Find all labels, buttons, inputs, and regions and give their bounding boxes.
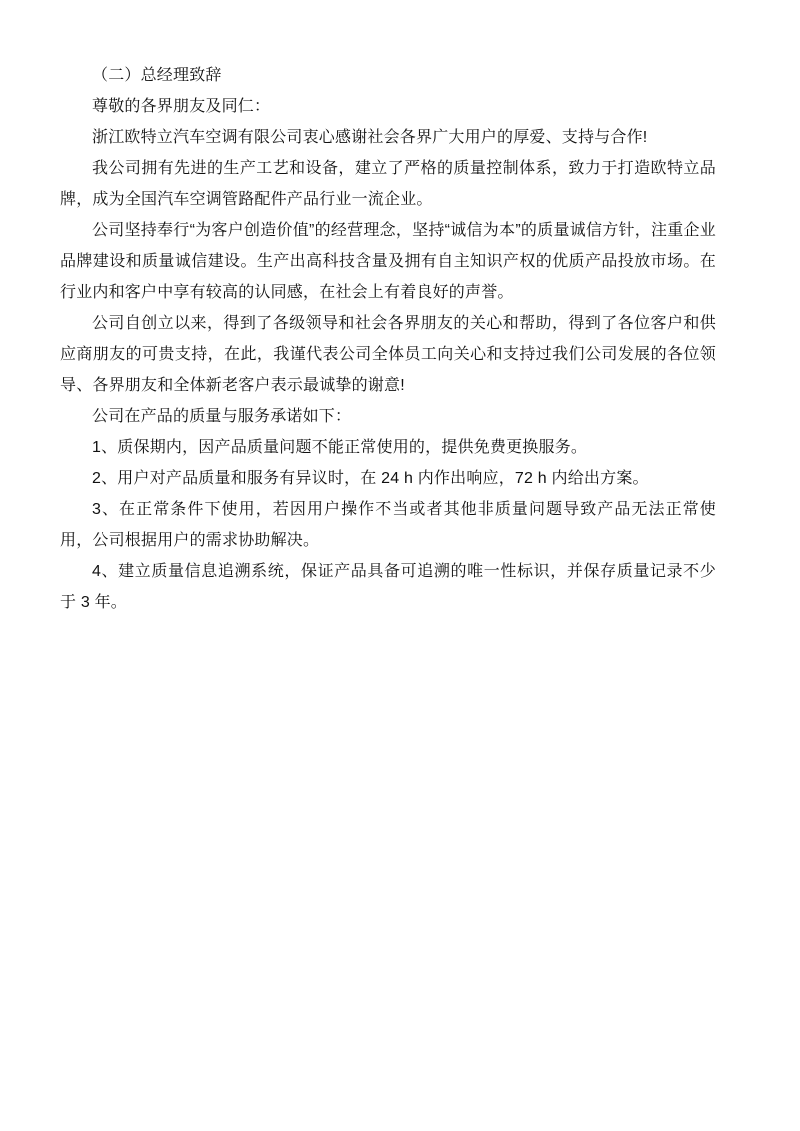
- commitment-item-4: 4、建立质量信息追溯系统，保证产品具备可追溯的唯一性标识，并保存质量记录不少于 3 年。: [60, 563, 716, 611]
- commitment-intro-line: 公司在产品的质量与服务承诺如下：: [92, 408, 352, 425]
- document-page: [60, 60, 716, 618]
- commitment-item-3: 3、在正常条件下使用，若因用户操作不当或者其他非质量问题导致产品无法正常使用，公司根据用户的需求协助解决。: [60, 501, 716, 549]
- paragraph-company-strength: 我公司拥有先进的生产工艺和设备，建立了严格的质量控制体系，致力于打造欧特立品牌，成为全国汽车空调管路配件产品行业一流企业。: [60, 160, 716, 208]
- section-heading: （二）总经理致辞: [92, 67, 222, 84]
- paragraph-thanks: 浙江欧特立汽车空调有限公司衷心感谢社会各界广大用户的厚爱、支持与合作!: [92, 129, 648, 146]
- paragraph-gratitude: 公司自创立以来，得到了各级领导和社会各界朋友的关心和帮助，得到了各位客户和供应商朋友的可贵支持，在此，我谨代表公司全体员工向关心和支持过我们公司发展的各位领导、各界朋友和全体新老客户表示最诚挚的谢意!: [60, 315, 716, 394]
- salutation-line: 尊敬的各界朋友及同仁：: [92, 98, 271, 115]
- commitment-item-1: 1、质保期内，因产品质量问题不能正常使用的，提供免费更换服务。: [92, 439, 588, 456]
- paragraph-philosophy: 公司坚持奉行“为客户创造价值”的经营理念，坚持“诚信为本”的质量诚信方针，注重企业品牌建设和质量诚信建设。生产出高科技含量及拥有自主知识产权的优质产品投放市场。在行业内和客户中享有较高的认同感，在社会上有着良好的声誉。: [60, 222, 716, 301]
- commitment-item-2: 2、用户对产品质量和服务有异议时，在 24 h 内作出响应，72 h 内给出方案。: [92, 470, 649, 487]
